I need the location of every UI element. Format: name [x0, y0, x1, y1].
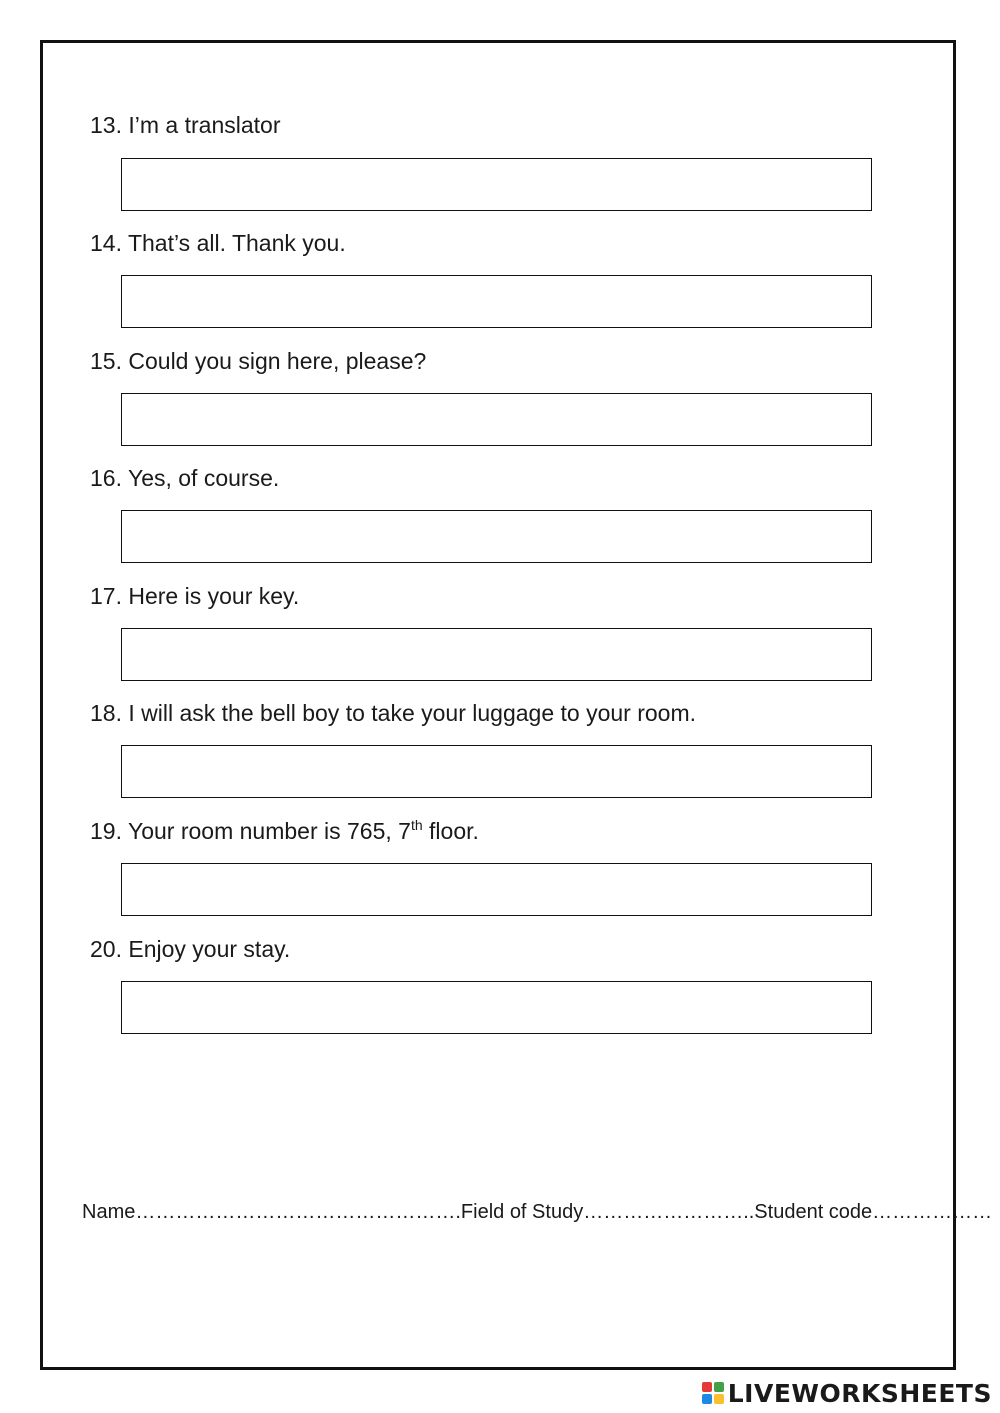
question-number: 13. — [90, 112, 122, 138]
question-13 — [90, 110, 280, 140]
logo-cell — [702, 1382, 712, 1392]
question-text: Yes, of course. — [127, 465, 280, 491]
answer-field-19[interactable] — [121, 863, 872, 916]
answer-field-16[interactable] — [121, 510, 872, 563]
answer-field-20[interactable] — [121, 981, 872, 1034]
logo-cell — [714, 1382, 724, 1392]
question-text-part: Your room number is 765, 7 — [127, 818, 411, 844]
question-20 — [90, 934, 290, 964]
question-text: I will ask the bell boy to take your luggage to your room. — [128, 700, 697, 726]
student-info-line: Name………………………………………….Field of Study……………………..Student code……………… — [82, 1201, 993, 1223]
question-text — [128, 818, 479, 844]
ordinal-suffix: th — [410, 817, 423, 833]
question-19 — [90, 816, 479, 846]
answer-field-14[interactable] — [121, 275, 872, 328]
brand-name: LIVEWORKSHEETS — [727, 1378, 992, 1408]
question-number: 20. — [90, 936, 122, 962]
question-text: Could you sign here, please? — [128, 348, 427, 374]
question-text-part: floor. — [422, 818, 479, 844]
question-18 — [90, 698, 696, 728]
liveworksheets-brand — [702, 1378, 992, 1408]
logo-cell — [702, 1394, 712, 1404]
question-14 — [90, 228, 346, 258]
question-15 — [90, 346, 426, 376]
question-16 — [90, 463, 279, 493]
question-number: 18. — [90, 700, 122, 726]
liveworksheets-logo-icon — [702, 1382, 724, 1404]
answer-field-17[interactable] — [121, 628, 872, 681]
logo-cell — [714, 1394, 724, 1404]
question-text: I’m a translator — [128, 112, 281, 138]
question-text: Enjoy your stay. — [128, 936, 291, 962]
question-number: 14. — [90, 230, 122, 256]
answer-field-15[interactable] — [121, 393, 872, 446]
question-text: That’s all. Thank you. — [127, 230, 346, 256]
question-17 — [90, 581, 299, 611]
question-number: 19. — [90, 818, 122, 844]
question-number: 16. — [90, 465, 122, 491]
answer-field-13[interactable] — [121, 158, 872, 211]
answer-field-18[interactable] — [121, 745, 872, 798]
question-number: 15. — [90, 348, 122, 374]
question-text: Here is your key. — [128, 583, 300, 609]
question-number: 17. — [90, 583, 122, 609]
